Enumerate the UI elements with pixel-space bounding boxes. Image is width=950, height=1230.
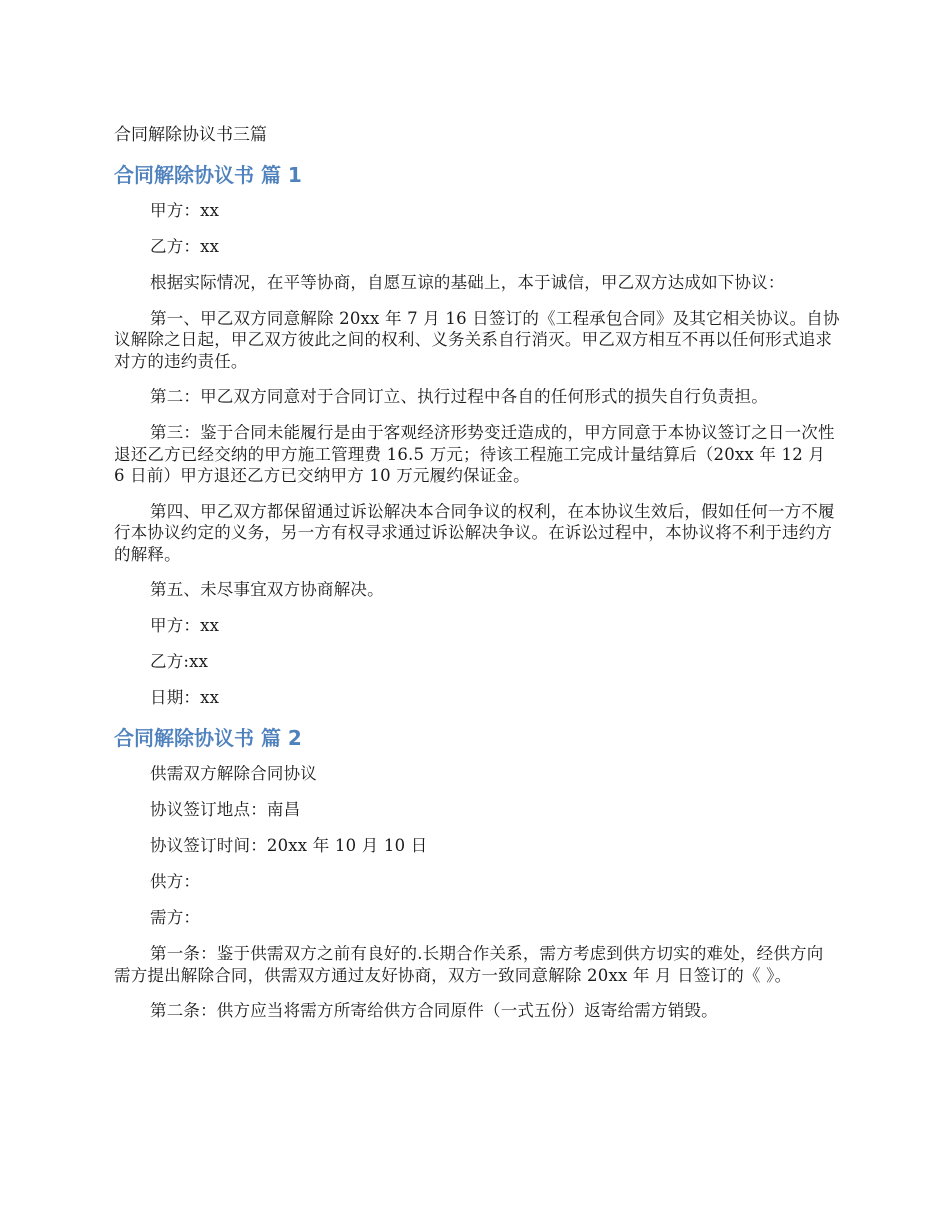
document-page <box>114 122 840 1036</box>
section-heading: 合同解除协议书 篇 2 <box>114 726 302 750</box>
article-2-paragraph: 第二条：供方应当将需方所寄给供方合同原件（一式五份）返寄给需方销毁。 <box>150 1001 718 1020</box>
section-heading: 合同解除协议书 篇 1 <box>114 163 302 187</box>
signature-party-a: 甲方：xx <box>150 616 220 635</box>
section-2 <box>114 723 840 1022</box>
clause-1-paragraph: 第一、甲乙双方同意解除 20xx 年 7 月 16 日签订的《工程承包合同》及其它相关协议。自协议解除之日起，甲乙双方彼此之间的权利、义务关系自行消灭。甲乙双方相互不再以任何形式追求对方的违约责任。 <box>114 308 840 371</box>
clause-5-paragraph: 第五、未尽事宜双方协商解决。 <box>150 580 384 599</box>
signing-location-line: 协议签订地点：南昌 <box>150 800 301 819</box>
signing-date-line: 协议签订时间：20xx 年 10 月 10 日 <box>150 836 428 855</box>
clause-2-paragraph: 第二：甲乙双方同意对于合同订立、执行过程中各自的任何形式的损失自行负责担。 <box>150 387 768 406</box>
signature-date: 日期：xx <box>150 688 220 707</box>
signature-party-b: 乙方:xx <box>150 652 209 671</box>
section-1 <box>114 160 840 709</box>
agreement-title-line: 供需双方解除合同协议 <box>150 764 317 783</box>
clause-4-paragraph: 第四、甲乙双方都保留通过诉讼解决本合同争议的权利，在本协议生效后，假如任何一方不履行本协议约定的义务，另一方有权寻求通过诉讼解决争议。在诉讼过程中，本协议将不利于违约方的解释。 <box>114 501 835 564</box>
clause-3-paragraph: 第三：鉴于合同未能履行是由于客观经济形势变迁造成的，甲方同意于本协议签订之日一次性退还乙方已经交纳的甲方施工管理费 16.5 万元；待该工程施工完成计量结算后（20xx 年 12 月 6 日前）甲方退还乙方已交纳甲方 10 万元履约保证金。 <box>114 423 835 485</box>
document-title: 合同解除协议书三篇 <box>114 125 267 145</box>
preamble-paragraph: 根据实际情况，在平等协商，自愿互谅的基础上，本于诚信，甲乙双方达成如下协议： <box>150 273 785 292</box>
supplier-line: 供方： <box>150 872 201 891</box>
article-1-paragraph: 第一条：鉴于供需双方之前有良好的.长期合作关系，需方考虑到供方切实的难处，经供方向需方提出解除合同，供需双方通过友好协商，双方一致同意解除 20xx 年 月 日签订的《 》。 <box>114 944 824 985</box>
party-b-line: 乙方：xx <box>150 237 220 256</box>
party-a-line: 甲方：xx <box>150 201 220 220</box>
buyer-line: 需方： <box>150 908 201 927</box>
